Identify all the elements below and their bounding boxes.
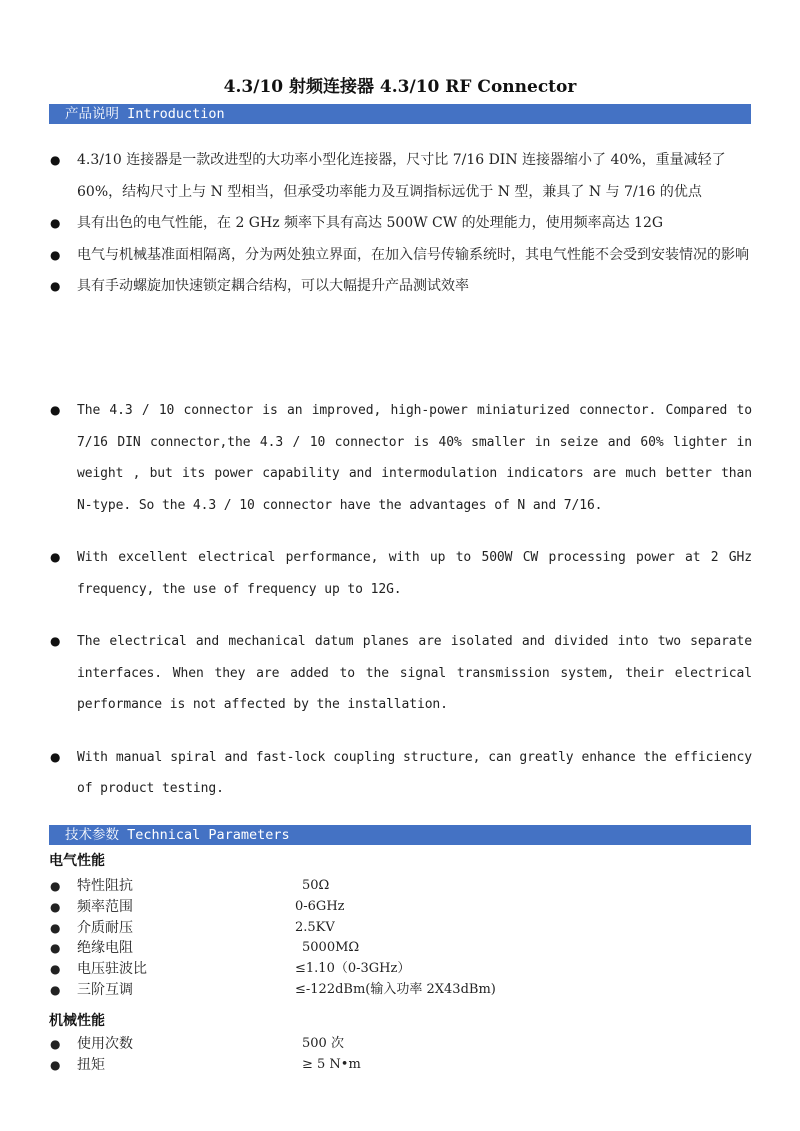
bullet-icon: ●: [50, 216, 61, 230]
param-name: 扭矩: [77, 1056, 105, 1073]
list-item: [50, 240, 752, 272]
intro-en-text: With manual spiral and fast-lock coupling structure, can greatly enhance the efficiency of product testing.: [77, 749, 752, 796]
bullet-icon: ●: [50, 962, 61, 977]
bullet-icon: ●: [50, 634, 61, 648]
intro-zh-text: 具有出色的电气性能，在 2 GHz 频率下具有高达 500W CW 的处理能力，使用频率高达 12G: [77, 215, 664, 231]
table-row: [50, 938, 650, 959]
param-name: 使用次数: [77, 1036, 133, 1052]
bullet-icon: ●: [50, 899, 61, 914]
bullet-icon: ●: [50, 550, 61, 564]
param-value: 500 次: [302, 1036, 344, 1051]
section-header-introduction: 产品说明 Introduction: [49, 104, 751, 124]
param-value: ≥ 5 N•m: [302, 1056, 361, 1072]
list-item: [50, 742, 752, 805]
electrical-performance-title: 电气性能: [49, 853, 105, 869]
table-row: [50, 1034, 650, 1055]
bullet-icon: ●: [50, 1037, 61, 1051]
intro-en-text: The 4.3 / 10 connector is an improved, high-power miniaturized connector. Compared to 7/16 DIN connector,the 4.3 / 10 connector is 40% smaller in seize and 60% lighter in weight , but its power capability and intermodulation indicators are much better than N-type. So the 4.3 / 10 connector have the advantages of N and 7/16.: [77, 403, 752, 513]
intro-zh-text: 电气与机械基准面相隔离，分为两处独立界面，在加入信号传输系统时，其电气性能不会受到安装情况的影响: [77, 246, 749, 263]
bullet-icon: ●: [50, 920, 61, 935]
bullet-icon: ●: [50, 279, 61, 293]
electrical-param-list: [50, 876, 650, 1001]
param-name: 三阶互调: [77, 981, 133, 998]
intro-zh-text: 4.3/10 连接器是一款改进型的大功率小型化连接器，尺寸比 7/16 DIN 连接器缩小了 40%，重量减轻了 60%，结构尺寸上与 N 型相当，但承受功率能力及互调指标远优于 N 型，兼具了 N 与 7/16 的优点: [77, 152, 726, 200]
table-row: [50, 897, 650, 918]
bullet-icon: ●: [50, 982, 61, 997]
section-header-technical-parameters: 技术参数 Technical Parameters: [49, 825, 751, 845]
list-item: [50, 395, 752, 521]
param-name: 绝缘电阻: [77, 940, 133, 957]
intro-zh-text: 具有手动螺旋加快速锁定耦合结构，可以大幅提升产品测试效率: [77, 278, 469, 294]
param-name: 频率范围: [77, 898, 133, 915]
table-row: [50, 918, 650, 939]
param-value: 0-6GHz: [295, 898, 345, 914]
bullet-icon: ●: [50, 749, 61, 764]
intro-zh-list: [50, 145, 752, 303]
table-row: [50, 980, 650, 1001]
bullet-icon: ●: [50, 1057, 61, 1072]
table-row: [50, 1055, 650, 1076]
param-value: 50Ω: [302, 878, 330, 893]
param-value: ≤-122dBm(输入功率 2X43dBm): [295, 981, 496, 997]
list-item: [50, 145, 752, 208]
table-row: [50, 876, 650, 897]
mechanical-param-list: [50, 1034, 650, 1076]
bullet-icon: ●: [50, 879, 61, 893]
intro-en-list: [50, 395, 752, 805]
intro-en-text: The electrical and mechanical datum planes are isolated and divided into two separate interfaces. When they are added to the signal transmission system, their electrical performance is not affected by the installation.: [77, 634, 752, 712]
param-value: ≤1.10（0-3GHz）: [295, 961, 411, 977]
bullet-icon: ●: [50, 247, 61, 262]
list-item: [50, 542, 752, 605]
table-row: [50, 959, 650, 980]
param-name: 特性阻抗: [77, 878, 133, 894]
page-title: 4.3/10 射频连接器 4.3/10 RF Connector: [223, 77, 577, 97]
bullet-icon: ●: [50, 941, 61, 956]
param-value: 5000MΩ: [302, 940, 360, 956]
bullet-icon: ●: [50, 153, 61, 167]
mechanical-performance-title: 机械性能: [49, 1013, 105, 1029]
intro-en-text: With excellent electrical performance, with up to 500W CW processing power at 2 GHz frequency, the use of frequency up to 12G.: [77, 550, 752, 597]
bullet-icon: ●: [50, 403, 61, 417]
list-item: [50, 208, 752, 240]
param-name: 电压驻波比: [77, 961, 147, 978]
list-item: [50, 626, 752, 721]
param-name: 介质耐压: [77, 919, 133, 936]
param-value: 2.5KV: [295, 919, 335, 935]
list-item: [50, 271, 752, 303]
